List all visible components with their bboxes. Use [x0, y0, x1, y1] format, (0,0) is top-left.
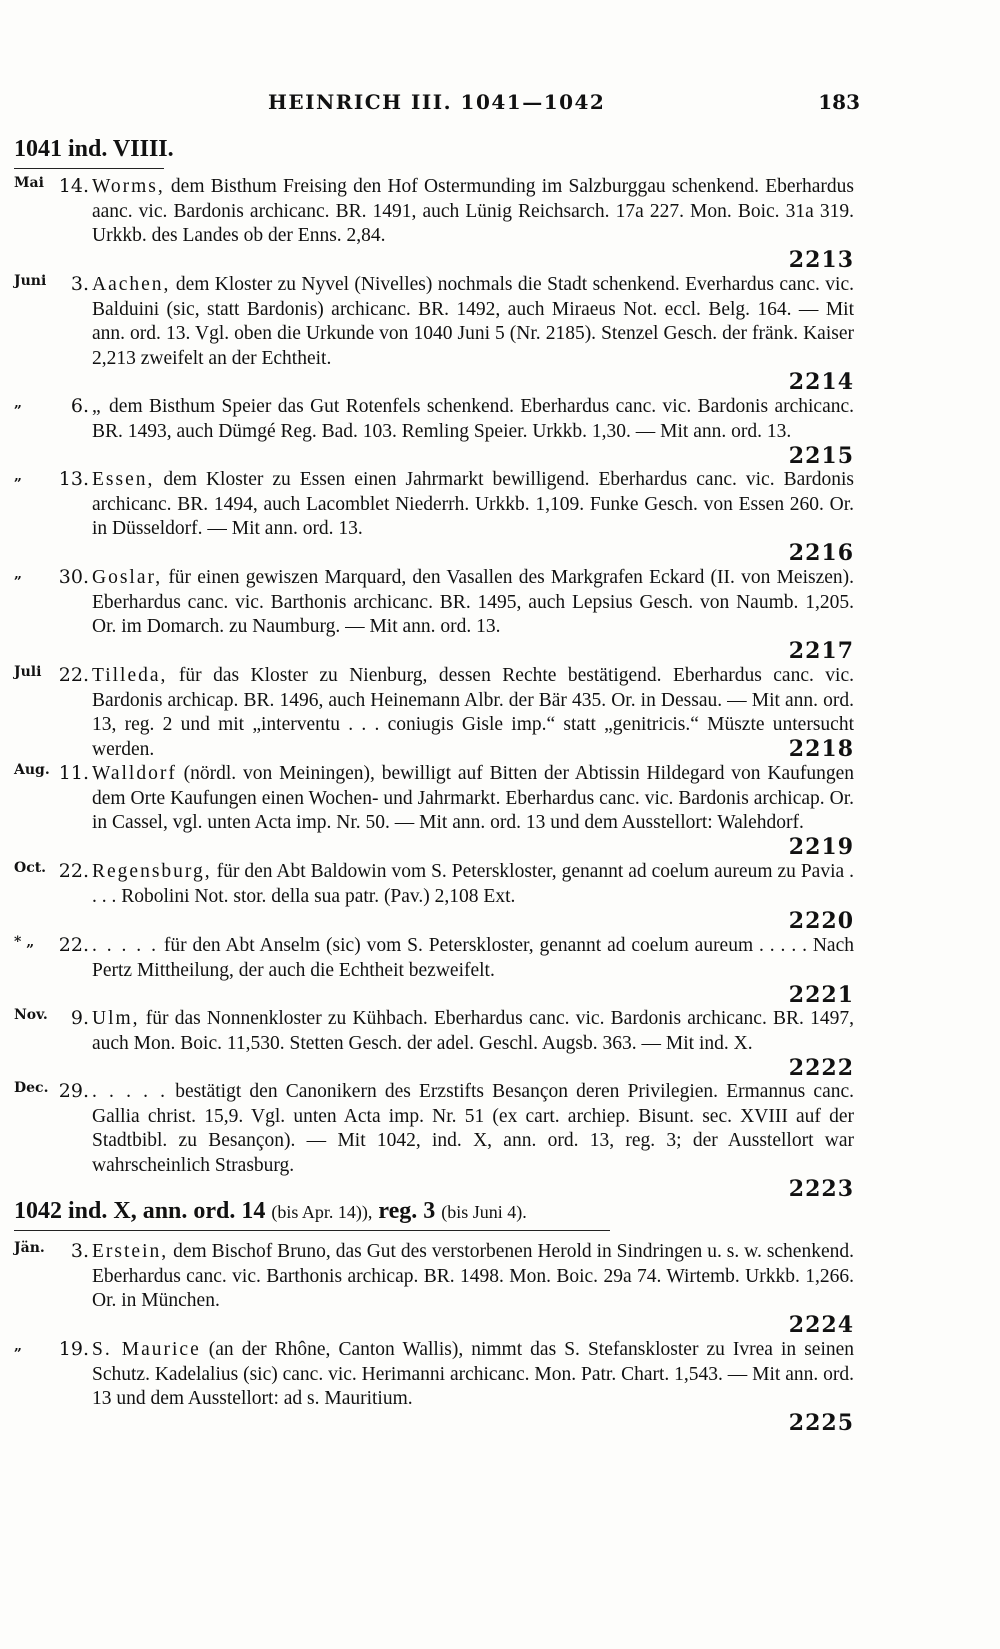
- entry-month: „: [14, 468, 23, 484]
- entry-number: 2214: [788, 369, 854, 395]
- entry-day: 3.: [70, 1240, 89, 1262]
- entry-month: „: [14, 1338, 23, 1354]
- heading-reg: reg. 3: [378, 1198, 436, 1224]
- entry-number: 2213: [788, 247, 854, 273]
- entry-number: 2224: [788, 1312, 854, 1338]
- entry-body: für den Abt Anselm (sic) vom S. Peterskloster, genannt ad coelum aureum . . . . . Nach Pertz Mittheilung, der auch die Echtheit bezweifelt.: [92, 935, 854, 981]
- entry-month: Nov.: [14, 1007, 48, 1023]
- entry-number: 2221: [788, 982, 854, 1008]
- entry-month: Juli: [14, 664, 42, 680]
- entry-body: dem Bisthum Freising den Hof Ostermunding im Salzburggau schenkend. Eberhardus aanc. vic. Bardonis archicanc. BR. 1491, auch Lünig Reichsarch. 17a 227. Mon. Boic. 31a 319. Urkkb. des Landes ob der Enns. 2,84.: [92, 176, 855, 246]
- entry-day: 3.: [70, 273, 89, 295]
- entry-text: [92, 395, 854, 444]
- entry-day: 9.: [70, 1007, 89, 1029]
- entry-number: 2215: [788, 443, 854, 469]
- heading-main: 1042 ind. X, ann. ord. 14: [14, 1198, 266, 1224]
- entry-day: 22.: [58, 860, 89, 882]
- page-number: 183: [818, 90, 860, 114]
- heading-underline: [14, 1230, 610, 1231]
- entry-place: Ulm,: [92, 1008, 140, 1029]
- section-heading-1041: 1041 ind. VIIII.: [14, 136, 174, 162]
- entry-text: [92, 468, 854, 542]
- entry-text: [92, 762, 854, 836]
- entry-place: Worms,: [92, 176, 165, 197]
- entry-number: 2216: [788, 540, 854, 566]
- entry-text: [92, 934, 854, 983]
- entry-month: Mai: [14, 175, 44, 191]
- entry-place: . . . . .: [92, 935, 158, 956]
- entry-month: Jän.: [14, 1240, 45, 1256]
- entry-body: für das Kloster zu Nienburg, dessen Rechte bestätigend. Eberhardus canc. vic. Bardonis archicap. BR. 1496, auch Heinemann Albr. der Bär 435. Or. in Dessau. — Mit ann. ord. 13, reg. 2 und mit „interventu . . . coniugis Gisle imp.“ statt „genitricis.“ Müszte untersucht werden.: [92, 665, 854, 760]
- entry-month: Oct.: [14, 860, 47, 876]
- entry-number: 2225: [788, 1410, 854, 1436]
- entry-place: Walldorf: [92, 763, 177, 784]
- running-title: HEINRICH III. 1041—1042: [268, 90, 606, 114]
- entry-day: 22.: [58, 664, 89, 686]
- entry-place: S. Maurice: [92, 1339, 201, 1360]
- entry-day: 30.: [58, 566, 89, 588]
- entry-place: Aachen,: [92, 274, 171, 295]
- entry-text: [92, 175, 854, 249]
- entry-body: dem Bischof Bruno, das Gut des verstorbenen Herold in Sindringen u. s. w. schenkend. Eberhardus canc. vic. Barthonis archicap. BR. 1498. Mon. Boic. 29a 74. Wirtemb. Urkkb. 1,266. Or. in München.: [92, 1241, 854, 1311]
- entry-month: „: [14, 395, 23, 411]
- entry-place: Tilleda,: [92, 665, 168, 686]
- entry-text: [92, 273, 854, 371]
- entry-body: für das Nonnenkloster zu Kühbach. Eberhardus canc. vic. Bardonis archicanc. BR. 1497, auch Mon. Boic. 11,530. Stetten Gesch. der adel. Geschl. Augsb. 363. — Mit ind. X.: [92, 1008, 854, 1054]
- entry-day: 6.: [70, 395, 89, 417]
- entry-day: 22.: [58, 934, 89, 956]
- entry-day: 11.: [58, 762, 89, 784]
- entry-text: [92, 1240, 854, 1314]
- entry-month: Aug.: [14, 762, 50, 778]
- entry-number: 2217: [788, 638, 854, 664]
- entry-text: [92, 860, 854, 909]
- entry-body: dem Kloster zu Nyvel (Nivelles) nochmals die Stadt schenkend. Everhardus canc. vic. Balduini (sic, statt Bardonis) archicanc. BR. 1492, auch Miraeus Not. eccl. Belg. 164. — Mit ann. ord. 13. Vgl. oben die Urkunde von 1040 Juni 5 (Nr. 2185). Stenzel Gesch. der fränk. Kaiser 2,213 zweifelt an der Echtheit.: [92, 274, 854, 369]
- entry-place: Erstein,: [92, 1241, 169, 1262]
- entry-body: dem Kloster zu Essen einen Jahrmarkt bewilligend. Eberhardus canc. vic. Bardonis archicanc. BR. 1494, auch Lacomblet Niederrh. Urkkb. 1,109. Funke Gesch. von Essen 260. Or. in Düsseldorf. — Mit ann. ord. 13.: [92, 469, 855, 539]
- entry-month: Dec.: [14, 1080, 49, 1096]
- entry-day: 29.: [58, 1080, 89, 1102]
- entry-number: 2222: [788, 1055, 854, 1081]
- running-header: [268, 90, 860, 114]
- heading-note: (bis Juni 4).: [441, 1202, 527, 1222]
- entry-body: für einen gewiszen Marquard, den Vasallen des Markgrafen Eckard (II. von Meiszen). Eberhardus canc. vic. Barthonis archicanc. BR. 1495, auch Lepsius Gesch. von Naumb. 1,205. Or. im Domarch. zu Naumburg. — Mit ann. ord. 13.: [92, 567, 855, 637]
- entry-number: 2223: [788, 1176, 854, 1202]
- entry-text: [92, 664, 854, 762]
- entry-place: Regensburg,: [92, 861, 212, 882]
- entry-day: 19.: [58, 1338, 89, 1360]
- entry-body: bestätigt den Canonikern des Erzstifts Besançon deren Privilegien. Ermannus canc. Gallia christ. 15,9. Vgl. unten Acta imp. Nr. 51 (ex cart. archiep. Bisunt. sec. XVIII auf der Stadtbibl. zu Besançon). — Mit 1042, ind. X, ann. ord. 13, reg. 3; der Ausstellort war wahrscheinlich Strasburg.: [92, 1081, 855, 1176]
- entry-place: Goslar,: [92, 567, 163, 588]
- entry-text: [92, 1080, 854, 1178]
- entry-place: . . . . .: [92, 1081, 168, 1102]
- entry-number: 2218: [788, 736, 854, 762]
- section-heading-1042: [14, 1198, 527, 1225]
- entry-day: 14.: [58, 175, 89, 197]
- entry-month: Juni: [14, 273, 47, 289]
- entry-text: [92, 1007, 854, 1056]
- entry-day: 13.: [58, 468, 89, 490]
- entry-number: 2219: [788, 834, 854, 860]
- entry-body: (nördl. von Meiningen), bewilligt auf Bitten der Abtissin Hildegard von Kaufungen dem Orte Kaufungen einen Wochen- und Jahrmarkt. Eberhardus canc. vic. Bardonis archicap. Or. in Cassel, vgl. unten Acta imp. Nr. 50. — Mit ann. ord. 13 und dem Ausstellort: Walehdorf.: [92, 763, 855, 833]
- entry-text: [92, 1338, 854, 1412]
- entry-month: * „: [14, 934, 35, 950]
- entry-body: dem Bisthum Speier das Gut Rotenfels schenkend. Eberhardus canc. vic. Bardonis archicanc. BR. 1493, auch Dümgé Reg. Bad. 103. Remling Speier. Urkkb. 1,30. — Mit ann. ord. 13.: [92, 396, 855, 442]
- entry-text: [92, 566, 854, 640]
- entry-body: (an der Rhône, Canton Wallis), nimmt das S. Stefanskloster zu Ivrea in seinen Schutz. Kadelalius (sic) canc. vic. Herimanni archicanc. Mon. Patr. Chart. 1,543. — Mit ann. ord. 13 und dem Ausstellort: ad s. Mauritium.: [92, 1339, 855, 1409]
- entry-place: Essen,: [92, 469, 155, 490]
- entry-month: „: [14, 566, 23, 582]
- heading-underline: [14, 168, 164, 169]
- entry-number: 2220: [788, 908, 854, 934]
- entry-place: „: [92, 396, 103, 417]
- heading-note: (bis Apr. 14)),: [271, 1202, 373, 1222]
- entry-body: für den Abt Baldowin vom S. Peterskloster, genannt ad coelum aureum zu Pavia . . . . Robolini Not. stor. della sua patr. (Pav.) 2,108 Ext.: [92, 861, 855, 907]
